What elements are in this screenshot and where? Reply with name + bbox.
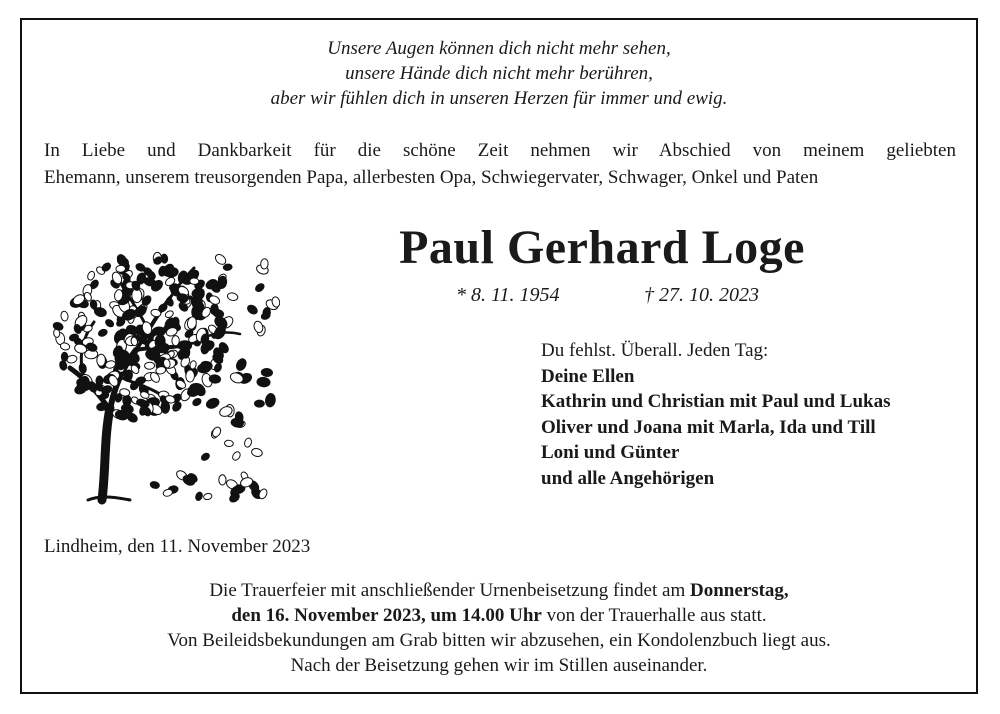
service-text: von der Trauerhalle aus statt. (541, 605, 767, 626)
place-and-date: Lindheim, den 11. November 2023 (44, 536, 311, 557)
poem-line: Unsere Augen können dich nicht mehr sehen, (327, 38, 671, 59)
mourner-name: Loni und Günter (541, 442, 680, 463)
service-line: Von Beileidsbekundungen am Grab bitten wir abzusehen, ein Kondolenzbuch liegt aus. (167, 630, 831, 651)
intro-text (44, 137, 956, 191)
intro-line: In Liebe und Dankbarkeit für die schöne Zeit nehmen wir Abschied von meinem geliebten (44, 140, 956, 161)
intro-line: Ehemann, unserem treusorgenden Papa, allerbesten Opa, Schwiegervater, Schwager, Onkel und Paten (44, 167, 819, 188)
deceased-name: Paul Gerhard Loge (399, 221, 805, 274)
death-date: † 27. 10. 2023 (644, 284, 759, 306)
service-info (22, 578, 976, 678)
tree-with-falling-leaves-icon (44, 238, 280, 506)
poem (22, 36, 976, 111)
mourner-name: Oliver und Joana mit Marla, Ida und Till (541, 416, 876, 438)
mourner-name: Deine Ellen (541, 365, 635, 387)
poem-line: aber wir fühlen dich in unseren Herzen für immer und ewig. (270, 88, 728, 109)
service-text: Die Trauerfeier mit anschließender Urnenbeisetzung findet am (209, 580, 690, 601)
birth-date: * 8. 11. 1954 (456, 284, 560, 306)
service-line (22, 578, 976, 603)
mourners-block (541, 338, 971, 491)
poem-line: unsere Hände dich nicht mehr berühren, (345, 63, 653, 84)
mourner-name: Kathrin und Christian mit Paul und Lukas (541, 391, 891, 412)
service-date-time: den 16. November 2023, um 14.00 Uhr (231, 605, 542, 626)
service-line: Nach der Beisetzung gehen wir im Stillen auseinander. (290, 655, 708, 676)
obituary-frame (20, 18, 978, 694)
service-line (22, 603, 976, 628)
mourner-name: und alle Angehörigen (541, 467, 715, 489)
mourners-heading: Du fehlst. Überall. Jeden Tag: (541, 340, 769, 361)
service-day: Donnerstag, (689, 580, 789, 601)
